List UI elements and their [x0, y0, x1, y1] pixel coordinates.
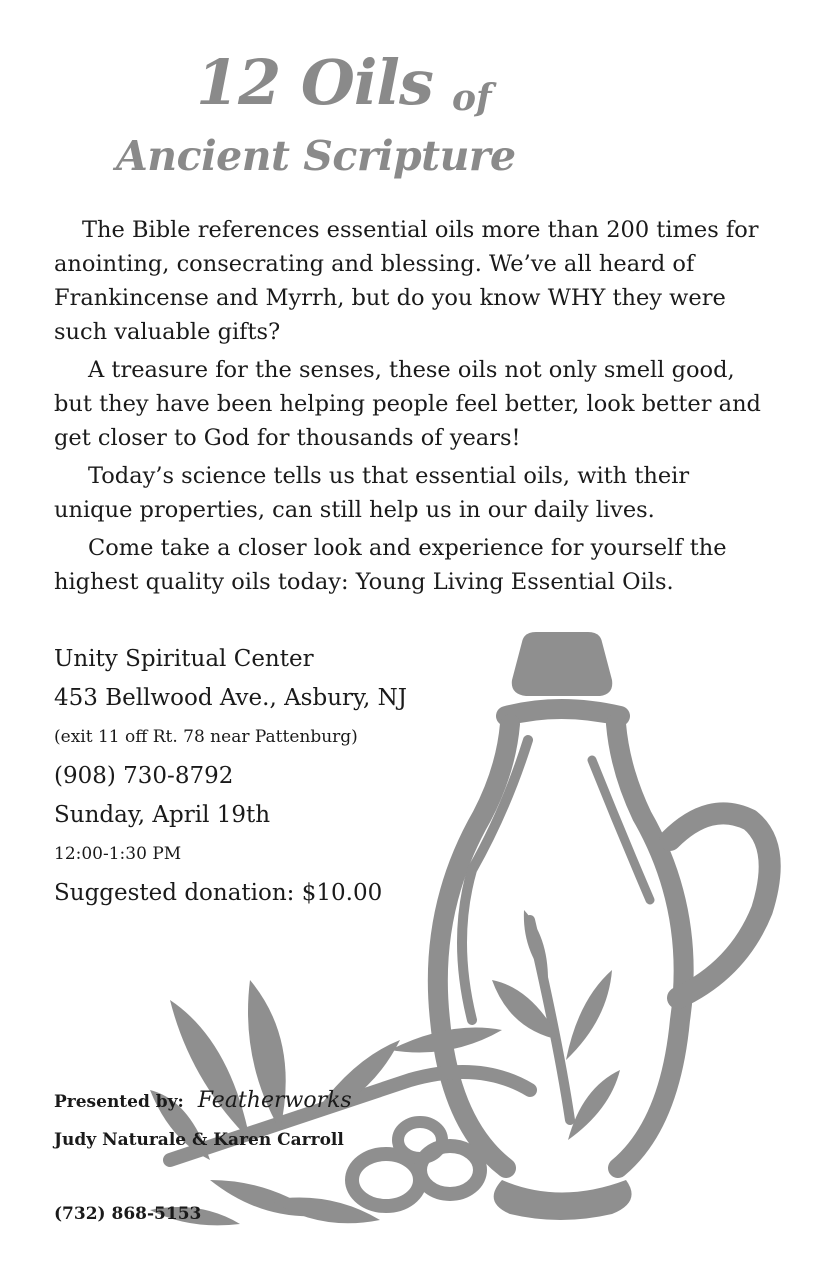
venue-phone: (908) 730-8792 [54, 763, 234, 789]
event-time: 12:00-1:30 PM [54, 844, 182, 864]
venue-address: 453 Bellwood Ave., Asbury, NJ [54, 685, 407, 711]
presenter-brand: Featherworks [197, 1088, 352, 1113]
intro-text [54, 213, 764, 603]
venue-name: Unity Spiritual Center [54, 646, 314, 672]
presenter-block [54, 1082, 352, 1233]
title-subtitle: Ancient Scripture [116, 132, 516, 180]
paragraph-4: Come take a closer look and experience for yourself the highest quality oils today: Young Living Essential Oils. [54, 535, 727, 595]
event-date: Sunday, April 19th [54, 802, 271, 828]
venue-directions: (exit 11 off Rt. 78 near Pattenburg) [54, 727, 358, 747]
title-of: of [452, 77, 492, 119]
event-donation: Suggested donation: $10.00 [54, 880, 383, 906]
paragraph-3: Today’s science tells us that essential oils, with their unique properties, can still help us in our daily lives. [54, 463, 690, 523]
paragraph-1: The Bible references essential oils more than 200 times for anointing, consecrating and blessing. We’ve all heard of Frankincense and Myrrh, but do you know WHY they were such valuable gifts? [54, 217, 759, 345]
presented-by-label: Presented by: [54, 1092, 184, 1112]
paragraph-2: A treasure for the senses, these oils not only smell good, but they have been helping people feel better, look better and get closer to God for thousands of years! [54, 357, 761, 451]
event-details [54, 640, 474, 913]
presenter-phone: (732) 868-5153 [54, 1204, 202, 1224]
title-main: 12 Oils [196, 46, 433, 119]
presenter-names: Judy Naturale & Karen Carroll [54, 1130, 344, 1150]
